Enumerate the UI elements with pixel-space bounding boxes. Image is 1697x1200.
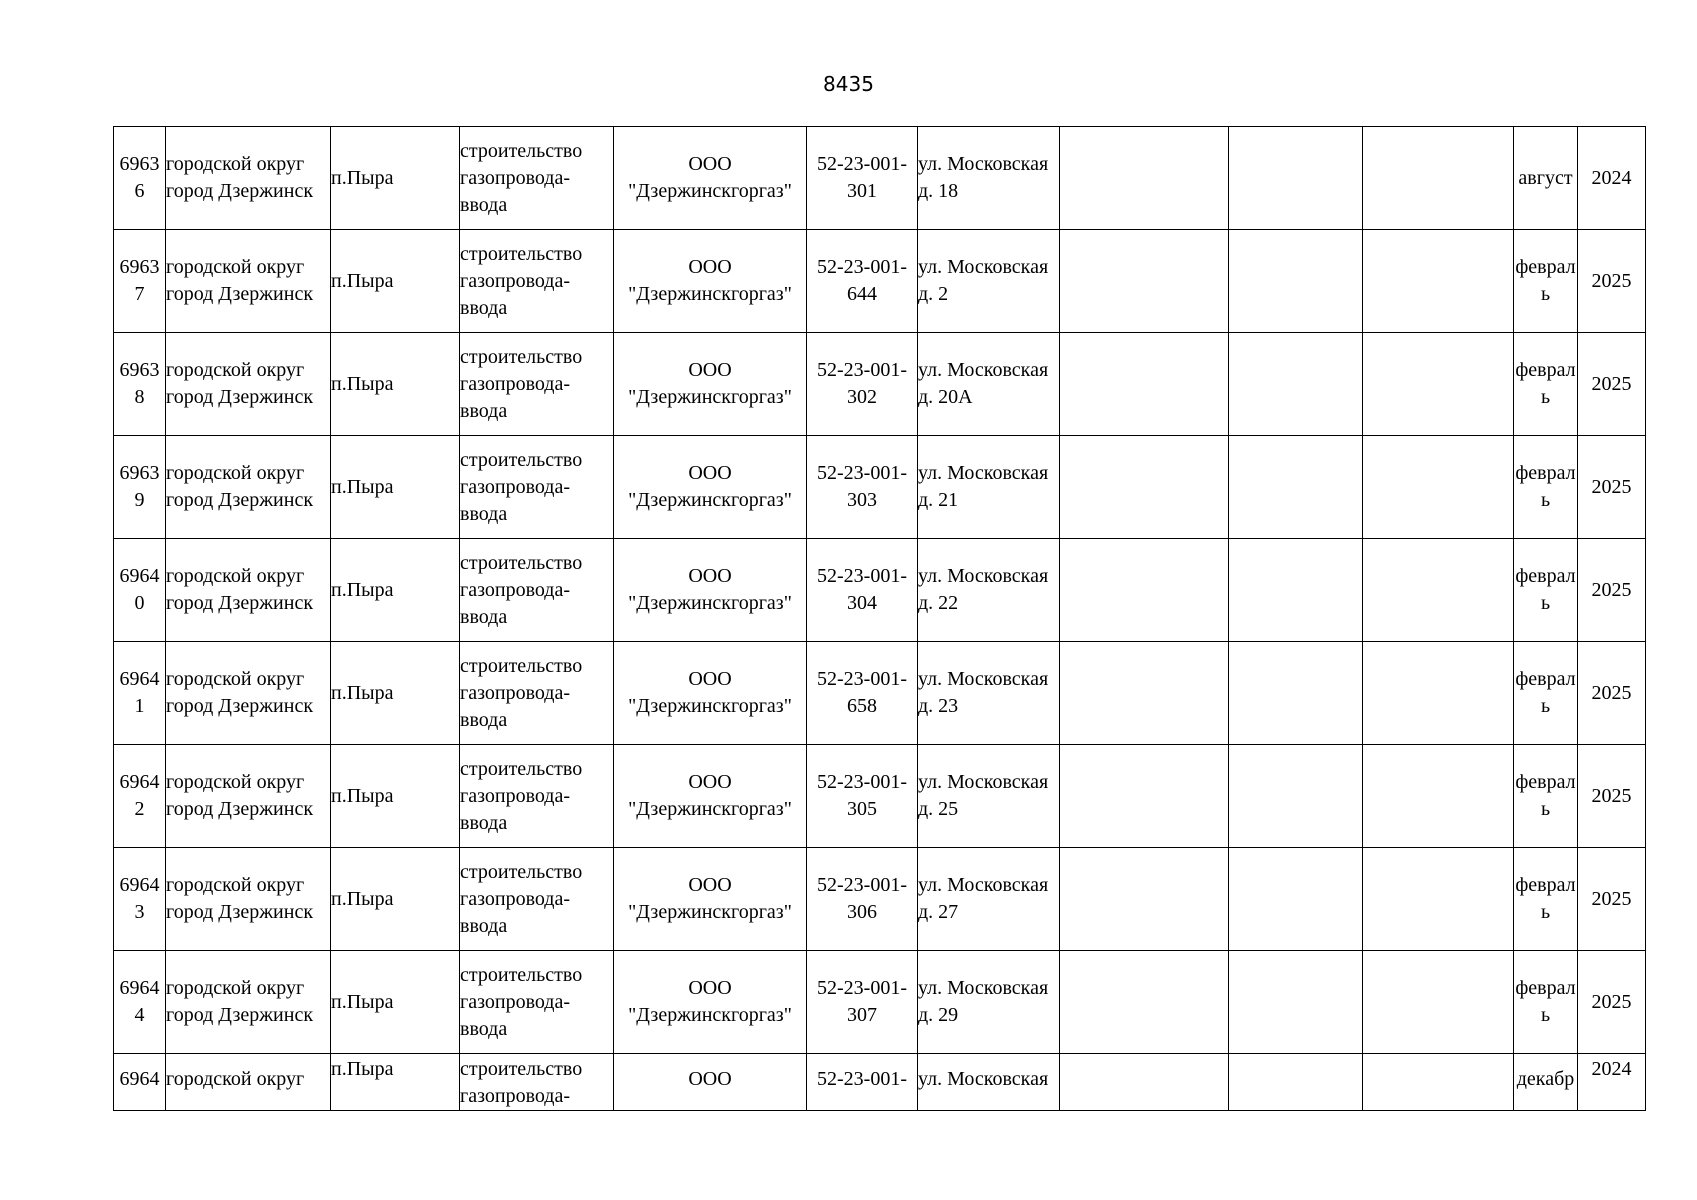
cadastral-number-text: 52-23-001- 644 [817, 256, 907, 305]
work-type-cell [460, 230, 614, 333]
cadastral-number-text: 52-23-001- 302 [817, 359, 907, 408]
row-number-text: 6963 9 [119, 462, 160, 511]
cadastral-number-text: 52-23-001- 304 [817, 565, 907, 614]
address-cell [918, 951, 1060, 1054]
month-text: феврал ь [1515, 462, 1576, 511]
cadastral-number-text: 52-23-001- 306 [817, 874, 907, 923]
municipal-area-text: городской округ город Дзержинск [166, 771, 314, 820]
empty-cell-2 [1229, 745, 1363, 848]
municipal-area-text: городской округ город Дзержинск [166, 359, 314, 408]
empty-cell-3 [1363, 539, 1514, 642]
empty-cell-3 [1363, 745, 1514, 848]
municipal-area-text: городской округ город Дзержинск [166, 874, 314, 923]
year-cell [1578, 333, 1646, 436]
month-cell [1514, 1054, 1578, 1111]
address-cell [918, 642, 1060, 745]
table-row [114, 1054, 1646, 1111]
row-number-text: 6963 8 [119, 359, 160, 408]
cadastral-number-cell [807, 230, 918, 333]
address-text: ул. Московская д. 23 [918, 668, 1049, 717]
municipal-area-text: городской округ [166, 1068, 305, 1090]
year-cell [1578, 745, 1646, 848]
month-cell [1514, 230, 1578, 333]
address-text: ул. Московская д. 2 [918, 256, 1049, 305]
year-text: 2024 [1591, 1058, 1632, 1080]
table-row [114, 951, 1646, 1054]
month-text: август [1518, 166, 1573, 189]
cadastral-number-cell [807, 127, 918, 230]
year-text: 2025 [1591, 681, 1632, 704]
empty-cell-1 [1060, 745, 1229, 848]
year-cell [1578, 127, 1646, 230]
municipal-area-cell [166, 745, 331, 848]
work-type-text: строительство газопровода- ввода [460, 963, 583, 1040]
table-row [114, 539, 1646, 642]
municipal-area-cell [166, 436, 331, 539]
organization-cell [614, 333, 807, 436]
row-number-cell [114, 642, 166, 745]
row-number-text: 6963 7 [119, 256, 160, 305]
year-cell [1578, 951, 1646, 1054]
work-type-text: строительство газопровода- [460, 1058, 583, 1107]
municipal-area-text: городской округ город Дзержинск [166, 977, 314, 1026]
empty-cell-3 [1363, 333, 1514, 436]
table-row [114, 848, 1646, 951]
work-type-cell [460, 745, 614, 848]
cadastral-number-text: 52-23-001- 307 [817, 977, 907, 1026]
cadastral-number-cell [807, 848, 918, 951]
year-cell [1578, 642, 1646, 745]
cadastral-number-cell [807, 951, 918, 1054]
empty-cell-3 [1363, 848, 1514, 951]
year-cell [1578, 848, 1646, 951]
locality-cell [331, 848, 460, 951]
address-cell [918, 436, 1060, 539]
address-text: ул. Московская д. 27 [918, 874, 1049, 923]
locality-text: п.Пыра [331, 578, 394, 601]
cadastral-number-text: 52-23-001- 303 [817, 462, 907, 511]
empty-cell-3 [1363, 230, 1514, 333]
month-cell [1514, 333, 1578, 436]
municipal-area-cell [166, 848, 331, 951]
month-cell [1514, 951, 1578, 1054]
locality-text: п.Пыра [331, 887, 394, 910]
address-text: ул. Московская д. 22 [918, 565, 1049, 614]
locality-text: п.Пыра [331, 475, 394, 498]
work-type-text: строительство газопровода- ввода [460, 551, 583, 628]
organization-cell [614, 642, 807, 745]
cadastral-number-text: 52-23-001- 301 [817, 153, 907, 202]
locality-text: п.Пыра [331, 269, 394, 292]
empty-cell-3 [1363, 436, 1514, 539]
municipal-area-cell [166, 1054, 331, 1111]
month-cell [1514, 436, 1578, 539]
year-text: 2025 [1591, 990, 1632, 1013]
work-type-text: строительство газопровода- ввода [460, 448, 583, 525]
year-text: 2025 [1591, 372, 1632, 395]
municipal-area-cell [166, 642, 331, 745]
month-cell [1514, 745, 1578, 848]
empty-cell-1 [1060, 127, 1229, 230]
empty-cell-1 [1060, 230, 1229, 333]
row-number-text: 6964 2 [119, 771, 160, 820]
locality-text: п.Пыра [331, 784, 394, 807]
empty-cell-1 [1060, 848, 1229, 951]
empty-cell-3 [1363, 127, 1514, 230]
year-cell [1578, 230, 1646, 333]
row-number-text: 6964 4 [119, 977, 160, 1026]
organization-text: ООО "Дзержинскгоргаз" [628, 668, 792, 717]
empty-cell-1 [1060, 951, 1229, 1054]
locality-cell [331, 951, 460, 1054]
row-number-cell [114, 230, 166, 333]
row-number-text: 6964 0 [119, 565, 160, 614]
row-number-cell [114, 745, 166, 848]
locality-cell [331, 1054, 460, 1111]
row-number-cell [114, 127, 166, 230]
municipal-area-text: городской округ город Дзержинск [166, 153, 314, 202]
work-type-cell [460, 951, 614, 1054]
row-number-text: 6964 [119, 1068, 160, 1090]
empty-cell-2 [1229, 333, 1363, 436]
municipal-area-text: городской округ город Дзержинск [166, 256, 314, 305]
row-number-text: 6963 6 [119, 153, 160, 202]
empty-cell-3 [1363, 642, 1514, 745]
organization-text: ООО "Дзержинскгоргаз" [628, 256, 792, 305]
row-number-cell [114, 1054, 166, 1111]
organization-text: ООО "Дзержинскгоргаз" [628, 565, 792, 614]
locality-cell [331, 539, 460, 642]
address-cell [918, 848, 1060, 951]
month-cell [1514, 127, 1578, 230]
locality-text: п.Пыра [331, 681, 394, 704]
organization-text: ООО "Дзержинскгоргаз" [628, 771, 792, 820]
work-type-cell [460, 539, 614, 642]
row-number-cell [114, 333, 166, 436]
month-cell [1514, 848, 1578, 951]
empty-cell-2 [1229, 127, 1363, 230]
organization-cell [614, 127, 807, 230]
locality-text: п.Пыра [331, 372, 394, 395]
address-text: ул. Московская [918, 1068, 1049, 1090]
table-row [114, 127, 1646, 230]
organization-cell [614, 230, 807, 333]
address-text: ул. Московская д. 25 [918, 771, 1049, 820]
municipal-area-text: городской округ город Дзержинск [166, 668, 314, 717]
municipal-area-cell [166, 539, 331, 642]
work-type-text: строительство газопровода- ввода [460, 139, 583, 216]
municipal-area-cell [166, 333, 331, 436]
organization-text: ООО "Дзержинскгоргаз" [628, 874, 792, 923]
locality-text: п.Пыра [331, 1058, 394, 1080]
locality-cell [331, 436, 460, 539]
work-type-cell [460, 848, 614, 951]
empty-cell-3 [1363, 951, 1514, 1054]
locality-cell [331, 745, 460, 848]
address-cell [918, 745, 1060, 848]
month-text: феврал ь [1515, 977, 1576, 1026]
work-type-cell [460, 436, 614, 539]
row-number-cell [114, 436, 166, 539]
work-type-text: строительство газопровода- ввода [460, 757, 583, 834]
empty-cell-2 [1229, 951, 1363, 1054]
organization-cell [614, 436, 807, 539]
empty-cell-1 [1060, 539, 1229, 642]
locality-text: п.Пыра [331, 990, 394, 1013]
work-type-text: строительство газопровода- ввода [460, 654, 583, 731]
row-number-cell [114, 951, 166, 1054]
row-number-cell [114, 539, 166, 642]
work-type-cell [460, 1054, 614, 1111]
organization-text: ООО [688, 1068, 732, 1090]
municipal-area-cell [166, 951, 331, 1054]
cadastral-number-cell [807, 333, 918, 436]
empty-cell-1 [1060, 333, 1229, 436]
month-text: феврал ь [1515, 565, 1576, 614]
year-text: 2025 [1591, 578, 1632, 601]
address-cell [918, 230, 1060, 333]
municipal-area-cell [166, 230, 331, 333]
cadastral-number-cell [807, 745, 918, 848]
organization-text: ООО "Дзержинскгоргаз" [628, 153, 792, 202]
municipal-area-cell [166, 127, 331, 230]
empty-cell-2 [1229, 230, 1363, 333]
month-text: феврал ь [1515, 359, 1576, 408]
cadastral-number-cell [807, 1054, 918, 1111]
address-text: ул. Московская д. 21 [918, 462, 1049, 511]
empty-cell-2 [1229, 848, 1363, 951]
locality-cell [331, 127, 460, 230]
row-number-cell [114, 848, 166, 951]
table-row [114, 230, 1646, 333]
year-text: 2025 [1591, 887, 1632, 910]
organization-cell [614, 848, 807, 951]
year-cell [1578, 436, 1646, 539]
month-text: декабр [1516, 1068, 1575, 1090]
table-row [114, 745, 1646, 848]
table-row [114, 333, 1646, 436]
month-text: феврал ь [1515, 256, 1576, 305]
month-text: феврал ь [1515, 874, 1576, 923]
address-text: ул. Московская д. 29 [918, 977, 1049, 1026]
year-text: 2025 [1591, 269, 1632, 292]
organization-text: ООО "Дзержинскгоргаз" [628, 359, 792, 408]
work-type-cell [460, 333, 614, 436]
page-number: 8435 [823, 72, 874, 96]
empty-cell-2 [1229, 1054, 1363, 1111]
empty-cell-2 [1229, 642, 1363, 745]
organization-cell [614, 745, 807, 848]
cadastral-number-text: 52-23-001- [817, 1068, 907, 1090]
municipal-area-text: городской округ город Дзержинск [166, 462, 314, 511]
year-text: 2024 [1591, 166, 1632, 189]
organization-text: ООО "Дзержинскгоргаз" [628, 977, 792, 1026]
organization-text: ООО "Дзержинскгоргаз" [628, 462, 792, 511]
empty-cell-1 [1060, 436, 1229, 539]
cadastral-number-text: 52-23-001- 658 [817, 668, 907, 717]
work-type-cell [460, 642, 614, 745]
address-cell [918, 539, 1060, 642]
address-cell [918, 127, 1060, 230]
empty-cell-2 [1229, 436, 1363, 539]
address-cell [918, 1054, 1060, 1111]
empty-cell-2 [1229, 539, 1363, 642]
organization-cell [614, 951, 807, 1054]
row-number-text: 6964 3 [119, 874, 160, 923]
month-cell [1514, 642, 1578, 745]
row-number-text: 6964 1 [119, 668, 160, 717]
empty-cell-1 [1060, 642, 1229, 745]
organization-cell [614, 1054, 807, 1111]
address-text: ул. Московская д. 18 [918, 153, 1049, 202]
year-text: 2025 [1591, 784, 1632, 807]
work-type-cell [460, 127, 614, 230]
cadastral-number-cell [807, 539, 918, 642]
municipal-area-text: городской округ город Дзержинск [166, 565, 314, 614]
locality-cell [331, 333, 460, 436]
address-cell [918, 333, 1060, 436]
cadastral-number-text: 52-23-001- 305 [817, 771, 907, 820]
year-text: 2025 [1591, 475, 1632, 498]
work-type-text: строительство газопровода- ввода [460, 860, 583, 937]
work-type-text: строительство газопровода- ввода [460, 242, 583, 319]
month-text: феврал ь [1515, 771, 1576, 820]
empty-cell-1 [1060, 1054, 1229, 1111]
register-table [113, 126, 1646, 1111]
cadastral-number-cell [807, 436, 918, 539]
address-text: ул. Московская д. 20А [918, 359, 1049, 408]
organization-cell [614, 539, 807, 642]
work-type-text: строительство газопровода- ввода [460, 345, 583, 422]
month-text: феврал ь [1515, 668, 1576, 717]
table-row [114, 436, 1646, 539]
locality-text: п.Пыра [331, 166, 394, 189]
table-body [114, 127, 1646, 1111]
table-row [114, 642, 1646, 745]
cadastral-number-cell [807, 642, 918, 745]
month-cell [1514, 539, 1578, 642]
year-cell [1578, 1054, 1646, 1111]
locality-cell [331, 642, 460, 745]
empty-cell-3 [1363, 1054, 1514, 1111]
year-cell [1578, 539, 1646, 642]
locality-cell [331, 230, 460, 333]
